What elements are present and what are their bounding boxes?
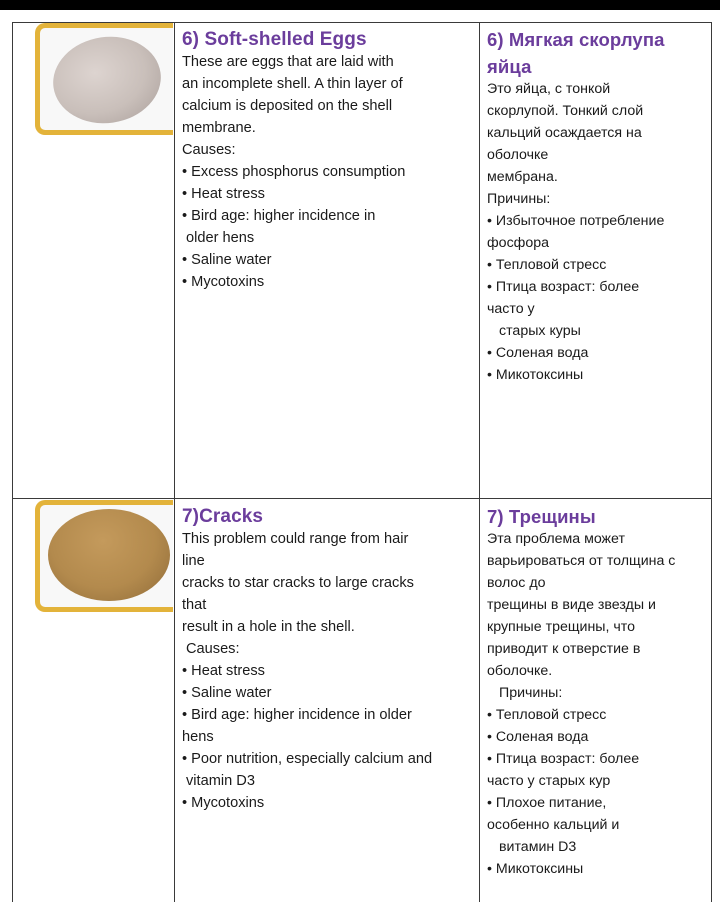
text-line: older hens <box>186 230 255 246</box>
row2-english-title: 7)Cracks <box>182 506 264 527</box>
row1-russian-cell <box>487 26 709 386</box>
text-line: оболочке. <box>487 663 553 679</box>
bullet-item: • Микотоксины <box>487 861 584 877</box>
text-line: hens <box>182 729 214 745</box>
text-line: Causes: <box>186 641 240 657</box>
row1-english-body <box>182 51 476 293</box>
brown-egg-icon <box>48 509 170 601</box>
bullet-item: • Poor nutrition, especially calcium and <box>182 751 433 767</box>
text-line: calcium is deposited on the shell <box>182 98 393 114</box>
column-divider-2 <box>479 22 480 902</box>
bullet-item: • Плохое питание, <box>487 795 607 811</box>
row2-russian-body <box>487 528 709 880</box>
text-line: line <box>182 553 205 569</box>
row1-english-title: 6) Soft-shelled Eggs <box>182 29 367 50</box>
bullet-item: • Птица возраст: более <box>487 279 640 295</box>
text-line: варьироваться от толщина с <box>487 553 676 569</box>
text-line: This problem could range from hair <box>182 531 409 547</box>
bullet-item: • Heat stress <box>182 186 265 202</box>
bullet-item: • Saline water <box>182 685 272 701</box>
bullet-item: • Избыточное потребление <box>487 213 665 229</box>
text-line: Это яйца, с тонкой <box>487 81 611 97</box>
text-line: membrane. <box>182 120 256 136</box>
text-line: Causes: <box>182 142 236 158</box>
bullet-item: • Heat stress <box>182 663 265 679</box>
text-line: особенно кальций и <box>487 817 620 833</box>
bullet-item: • Тепловой стресс <box>487 707 607 723</box>
text-line: витамин D3 <box>499 839 577 855</box>
row2-english-cell <box>182 503 476 814</box>
bullet-item: • Saline water <box>182 252 272 268</box>
row2-russian-title: 7) Трещины <box>487 506 596 527</box>
bullet-item: • Mycotoxins <box>182 795 265 811</box>
row2-russian-cell <box>487 503 709 880</box>
text-line: Эта проблема может <box>487 531 625 547</box>
text-line: These are eggs that are laid with <box>182 54 394 70</box>
text-line: that <box>182 597 207 613</box>
row-divider <box>12 498 712 499</box>
text-line: Причины: <box>499 685 563 701</box>
bullet-item: • Птица возраст: более <box>487 751 640 767</box>
text-line: an incomplete shell. A thin layer of <box>182 76 403 92</box>
cracked-brown-egg-photo <box>35 500 173 612</box>
bullet-item: • Mycotoxins <box>182 274 265 290</box>
soft-shelled-egg-photo <box>35 23 173 135</box>
text-line: приводит к отверстие в <box>487 641 641 657</box>
row1-english-cell <box>182 26 476 293</box>
text-line: скорлупой. Тонкий слой <box>487 103 644 119</box>
text-line: крупные трещины, что <box>487 619 635 635</box>
text-line: cracks to star cracks to large cracks <box>182 575 414 591</box>
text-line: Причины: <box>487 191 551 207</box>
text-line: старых куры <box>499 323 581 339</box>
text-line: фосфора <box>487 235 550 251</box>
column-divider-1 <box>174 22 175 902</box>
text-line: часто у старых кур <box>487 773 611 789</box>
bullet-item: • Соленая вода <box>487 345 589 361</box>
bullet-item: • Микотоксины <box>487 367 584 383</box>
row1-russian-title-line: 6) Мягкая скорлупа <box>487 29 665 50</box>
text-line: часто у <box>487 301 535 317</box>
text-line: vitamin D3 <box>186 773 255 789</box>
text-line: волос до <box>487 575 546 591</box>
table-border-left <box>12 22 13 902</box>
text-line: трещины в виде звезды и <box>487 597 656 613</box>
bullet-item: • Тепловой стресс <box>487 257 607 273</box>
bullet-item: • Соленая вода <box>487 729 589 745</box>
bullet-item: • Excess phosphorus consumption <box>182 164 406 180</box>
row1-russian-body <box>487 78 709 386</box>
row1-russian-title-line: яйца <box>487 56 532 77</box>
text-line: оболочке <box>487 147 549 163</box>
soft-egg-icon <box>48 30 167 130</box>
table-border-right <box>711 22 712 902</box>
top-status-bar <box>0 0 720 10</box>
text-line: result in a hole in the shell. <box>182 619 355 635</box>
bullet-item: • Bird age: higher incidence in <box>182 208 376 224</box>
text-line: кальций осаждается на <box>487 125 642 141</box>
bullet-item: • Bird age: higher incidence in older <box>182 707 412 723</box>
row2-english-body <box>182 528 476 814</box>
text-line: мембрана. <box>487 169 558 185</box>
